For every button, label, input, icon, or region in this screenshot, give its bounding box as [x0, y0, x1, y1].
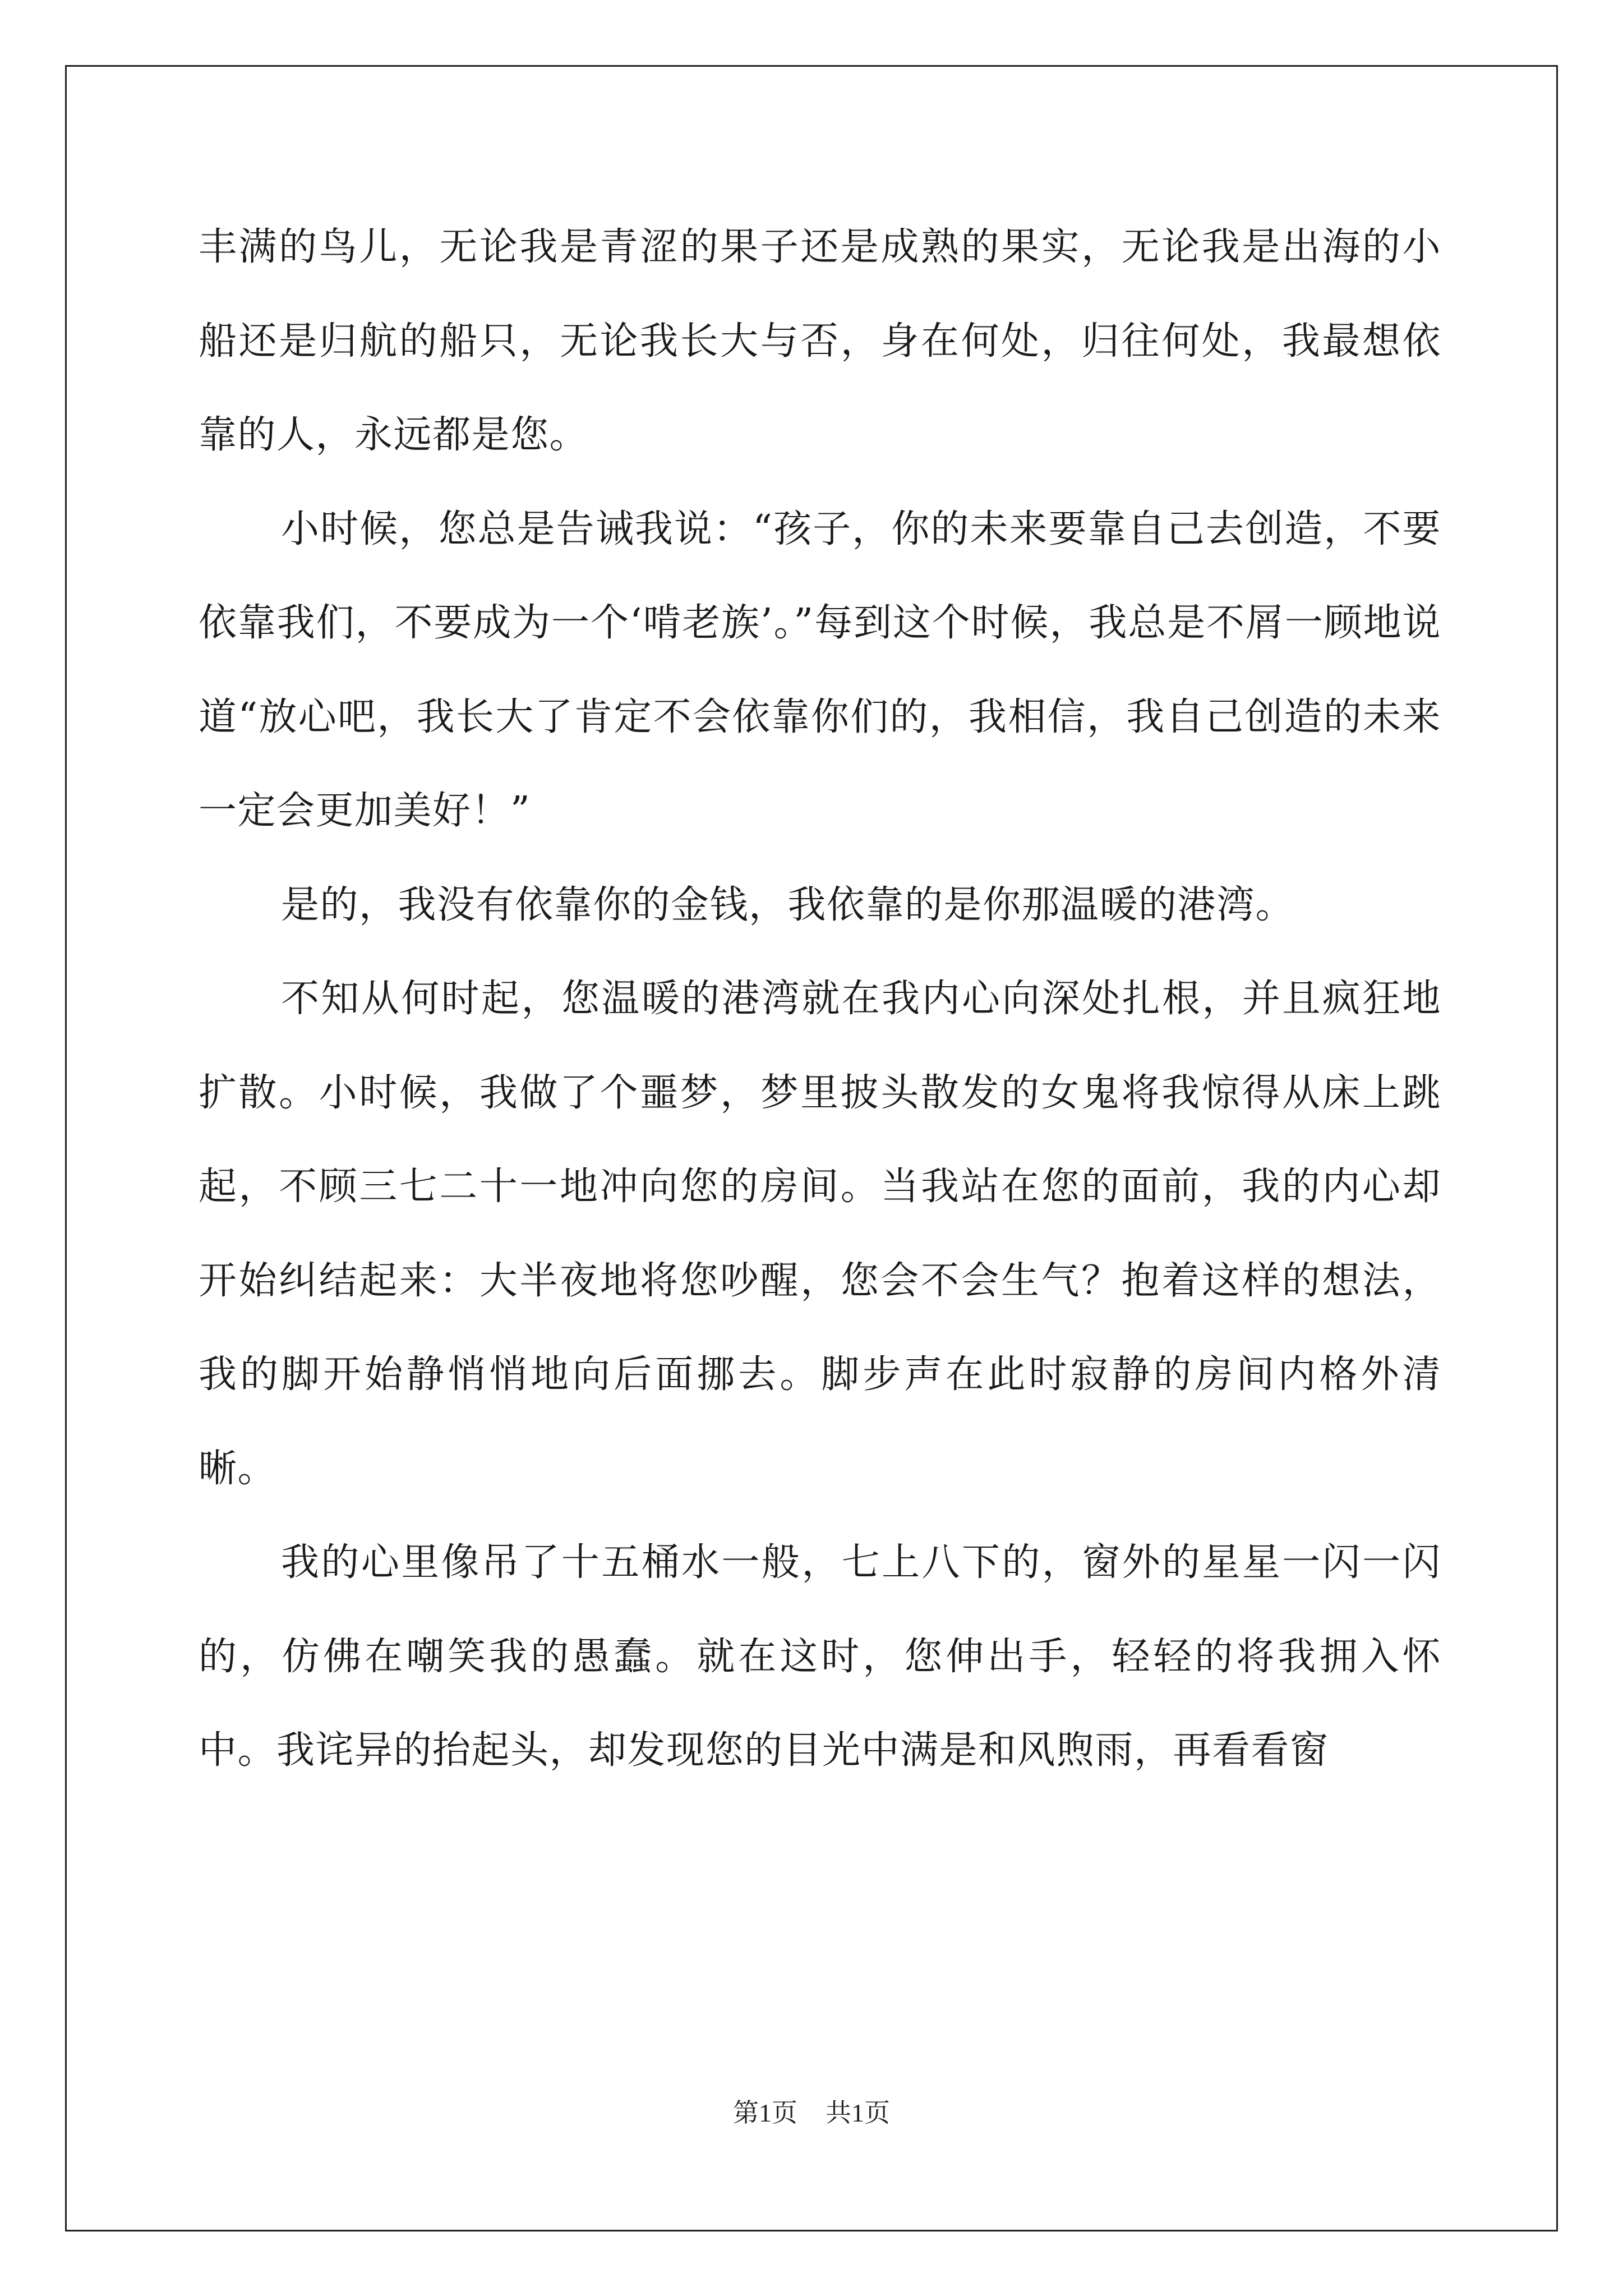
paragraph-1: 丰满的鸟儿，无论我是青涩的果子还是成熟的果实，无论我是出海的小船还是归航的船只，无论我长大与否，身在何处，归往何处，我最想依靠的人，永远都是您。: [199, 225, 1441, 457]
paragraph-5: 我的心里像吊了十五桶水一般，七上八下的，窗外的星星一闪一闪的，仿佛在嘲笑我的愚蠢。就在这时，您伸出手，轻轻的将我拥入怀中。我诧异的抬起头，却发现您的目光中满是和风煦雨，再看看窗: [199, 1540, 1441, 1773]
page-total: 共1页: [826, 2099, 890, 2127]
paragraph-3: 是的，我没有依靠你的金钱，我依靠的是你那温暖的港湾。: [281, 882, 1295, 927]
page-footer: [0, 2092, 1623, 2129]
paragraph-2: 小时候，您总是告诫我说：“孩子，你的未来要靠自己去创造，不要依靠我们，不要成为一个‘啃老族’。”每到这个时候，我总是不屑一顾地说道“放心吧，我长大了肯定不会依靠你们的，我相信，我自己创造的未来一定会更加美好！”: [199, 507, 1441, 833]
document-body: [199, 200, 1441, 1798]
paragraph-4: 不知从何时起，您温暖的港湾就在我内心向深处扎根，并且疯狂地扩散。小时候，我做了个噩梦，梦里披头散发的女鬼将我惊得从床上跳起，不顾三七二十一地冲向您的房间。当我站在您的面前，我的内心却开始纠结起来：大半夜地将您吵醒，您会不会生气？抱着这样的想法，我的脚开始静悄悄地向后面挪去。脚步声在此时寂静的房间内格外清晰。: [199, 977, 1441, 1491]
page-number: 第1页: [733, 2099, 797, 2127]
